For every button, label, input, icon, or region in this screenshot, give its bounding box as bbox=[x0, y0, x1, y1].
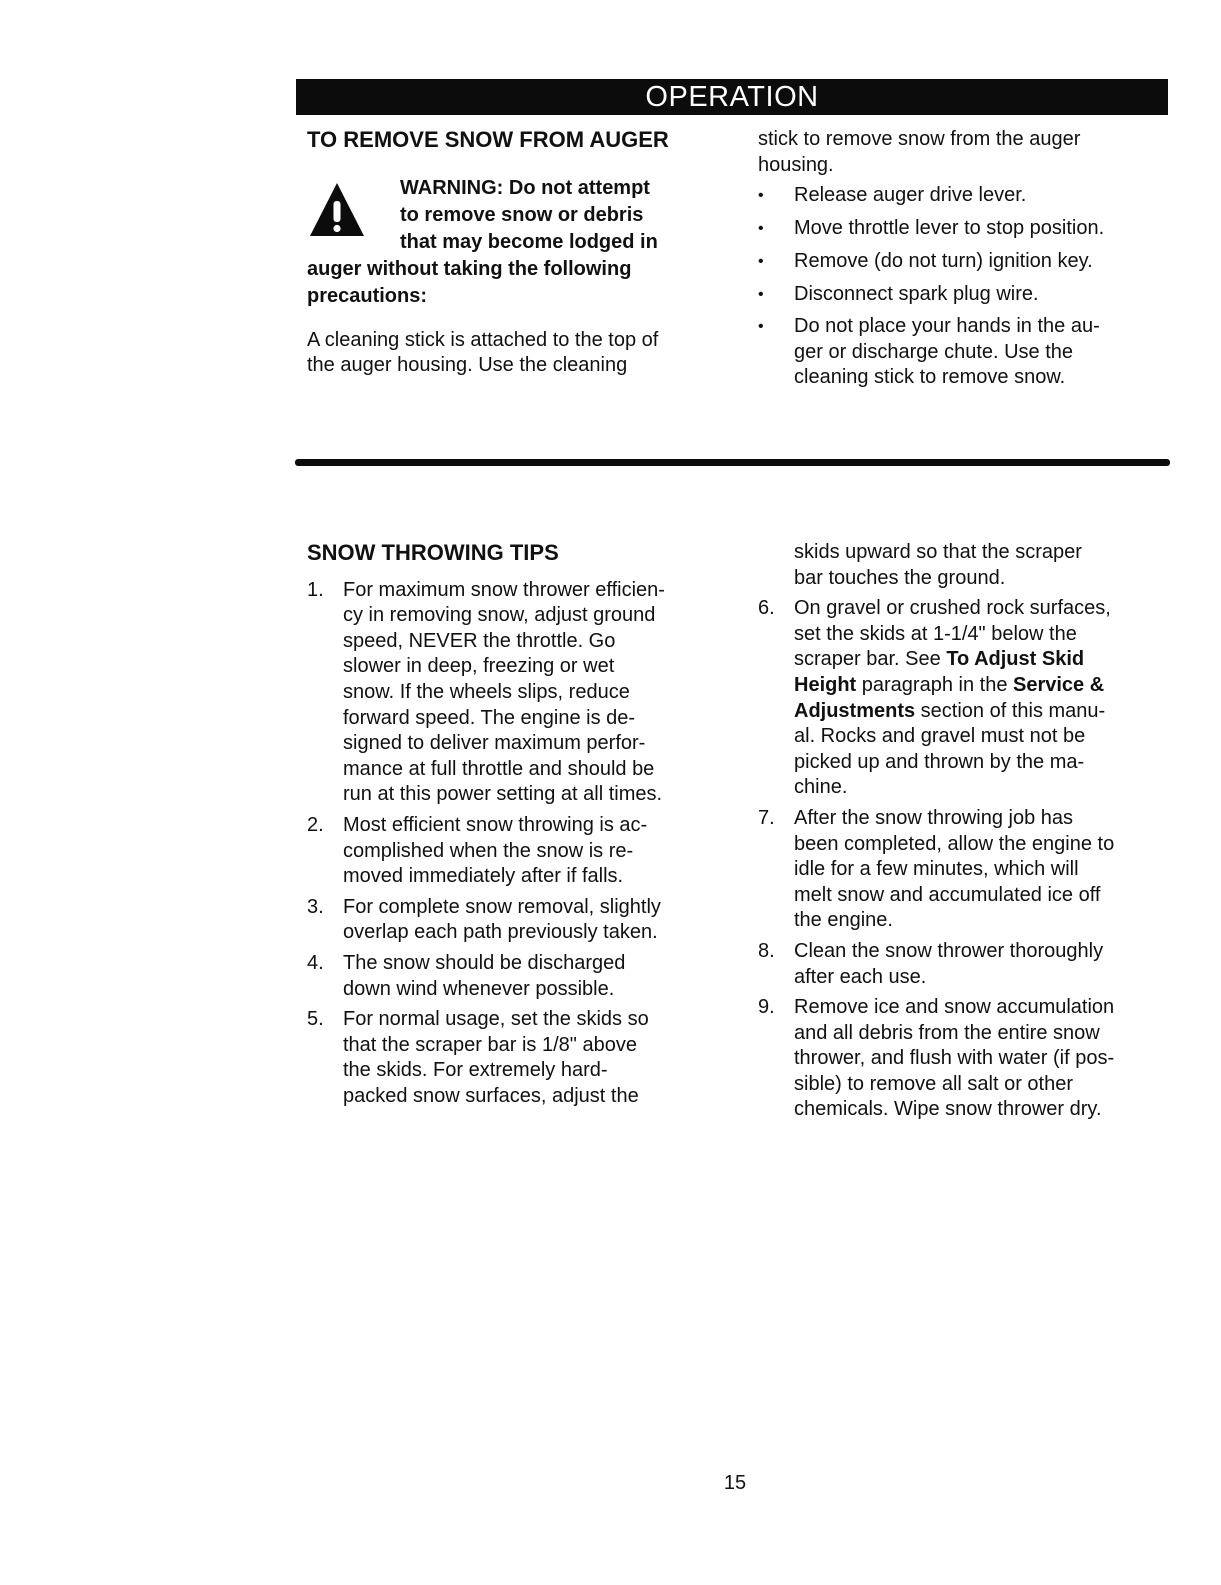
paragraph-line: the auger housing. Use the cleaning bbox=[307, 354, 628, 377]
tips-list-right bbox=[758, 596, 1168, 1123]
item-number: 7. bbox=[758, 806, 775, 829]
tips-left-column bbox=[307, 540, 727, 1114]
auger-right-column bbox=[758, 127, 1168, 397]
item-text: On gravel or crushed rock surfaces, set the skids at 1-1/4" below the scraper bar. See bbox=[794, 597, 1111, 671]
list-item bbox=[307, 813, 727, 890]
tips-list-left bbox=[307, 578, 727, 1110]
item-text: For maximum snow thrower efficien- cy in removing snow, adjust ground speed, NEVER the throttle. Go slower in deep, freezing or wet snow. If the wheels slips, reduce forward speed. The engine is de- signed to deliver maximum perfor- mance at full throttle and should be run at this power setting at all times. bbox=[343, 578, 665, 806]
warning-line-1: WARNING: Do not attempt bbox=[400, 176, 650, 199]
cleaning-stick-paragraph bbox=[307, 328, 727, 379]
list-item bbox=[758, 995, 1168, 1123]
item-number: 2. bbox=[307, 813, 324, 836]
auger-left-column bbox=[307, 127, 727, 379]
list-item bbox=[758, 939, 1168, 990]
paragraph-line: stick to remove snow from the auger bbox=[758, 128, 1081, 150]
warning-block bbox=[307, 175, 727, 310]
item-number: 1. bbox=[307, 578, 324, 601]
list-item bbox=[307, 895, 727, 946]
list-item bbox=[758, 596, 1168, 801]
page-number: 15 bbox=[723, 1472, 747, 1494]
item-number: 8. bbox=[758, 939, 775, 962]
item-text: section of this manu- al. Rocks and gravel must not be picked up and thrown by the ma- chine. bbox=[794, 699, 1106, 799]
section-banner: OPERATION bbox=[296, 79, 1168, 115]
item-text: For normal usage, set the skids so that the scraper bar is 1/8" above the skids. For extremely hard- packed snow surfaces, adjust the bbox=[343, 1008, 649, 1107]
tips-heading: SNOW THROWING TIPS bbox=[307, 540, 559, 565]
item-number: 5. bbox=[307, 1008, 324, 1031]
item-text: Most efficient snow throwing is ac- complished when the snow is re- moved immediately after if falls. bbox=[343, 813, 648, 888]
precautions-list bbox=[758, 182, 1168, 391]
list-item: • Disconnect spark plug wire. bbox=[758, 281, 1168, 308]
auger-heading: TO REMOVE SNOW FROM AUGER bbox=[307, 127, 669, 152]
item-number: 3. bbox=[307, 895, 324, 918]
list-item bbox=[307, 951, 727, 1002]
item-text: The snow should be discharged down wind whenever possible. bbox=[343, 951, 626, 1000]
item-text: After the snow throwing job has been completed, allow the engine to idle for a few minutes, which will melt snow and accumulated ice off the engine. bbox=[794, 806, 1115, 932]
item-link-text: Service & Adjustments bbox=[794, 673, 1105, 722]
list-item bbox=[758, 806, 1168, 934]
list-item: • Remove (do not turn) ignition key. bbox=[758, 248, 1168, 275]
warning-line-5: precautions: bbox=[307, 284, 428, 307]
list-item bbox=[307, 578, 727, 808]
paragraph-line: A cleaning stick is attached to the top of bbox=[307, 328, 659, 351]
item-continuation: skids upward so that the scraper bar touches the ground. bbox=[794, 541, 1082, 589]
list-item: • Move throttle lever to stop position. bbox=[758, 215, 1168, 242]
item-text: For complete snow removal, slightly overlap each path previously taken. bbox=[343, 895, 661, 944]
item-text: Clean the snow thrower thoroughly after each use. bbox=[794, 939, 1104, 988]
section-divider bbox=[295, 459, 1170, 466]
warning-triangle-icon bbox=[309, 181, 365, 237]
tips-right-column bbox=[758, 540, 1168, 1128]
paragraph-line: housing. bbox=[758, 153, 834, 176]
list-item: • Release auger drive lever. bbox=[758, 182, 1168, 209]
paragraph-continuation bbox=[758, 127, 1168, 178]
warning-line-4: auger without taking the following bbox=[307, 257, 632, 280]
item-number: 6. bbox=[758, 597, 775, 620]
list-item bbox=[307, 1007, 727, 1109]
item-text: Remove ice and snow accumulation and all debris from the entire snow thrower, and flush with water (if pos- sible) to remove all salt or other chemicals. Wipe snow thrower dry. bbox=[794, 996, 1115, 1121]
list-item: • Do not place your hands in the au- ger or discharge chute. Use the cleaning stick to remove snow. bbox=[758, 314, 1168, 391]
item-number: 4. bbox=[307, 951, 324, 974]
item-number: 9. bbox=[758, 996, 775, 1019]
item-link-text: To Adjust Skid Height bbox=[794, 648, 1085, 696]
warning-line-3: that may become lodged in bbox=[400, 230, 658, 253]
item-text: paragraph in the bbox=[856, 673, 1013, 696]
warning-line-2: to remove snow or debris bbox=[400, 203, 644, 226]
